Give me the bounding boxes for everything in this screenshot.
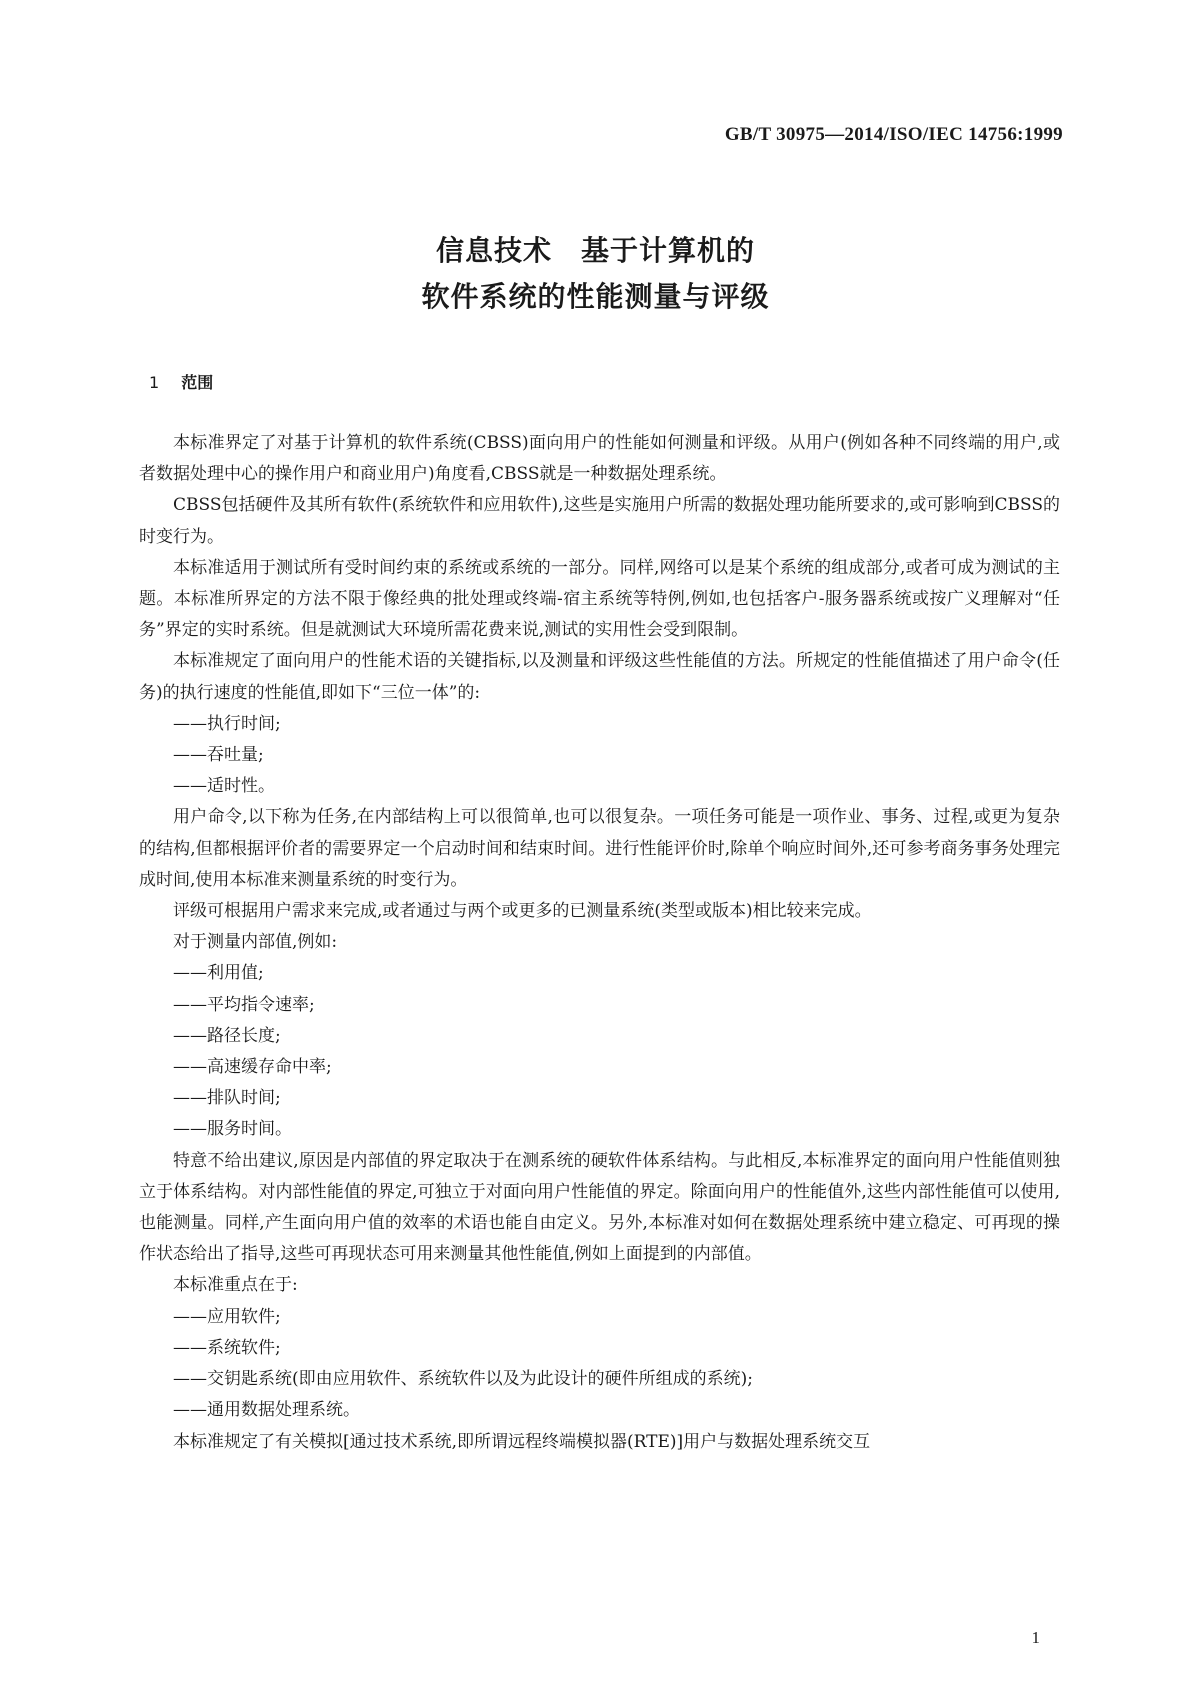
list-item: ——执行时间; — [173, 713, 281, 734]
list-item: ——通用数据处理系统。 — [173, 1400, 360, 1421]
paragraph: 本标准适用于测试所有受时间约束的系统或系统的一部分。同样,网络可以是某个系统的组成部分,或者可成为测试的主题。本标准所界定的方法不限于像经典的批处理或终端-宿主系统等特例,例如,也包括客户-服务器系统或按广义理解对“任务”界定的实时系统。但是就测试大环境所需花费来说,测试的实用性会受到限制。 — [139, 557, 1060, 641]
paragraph: 本标准规定了有关模拟[通过技术系统,即所谓远程终端模拟器(RTE)]用户与数据处理系统交互 — [173, 1431, 871, 1452]
paragraph: 本标准界定了对基于计算机的软件系统(CBSS)面向用户的性能如何测量和评级。从用户(例如各种不同终端的用户,或者数据处理中心的操作用户和商业用户)角度看,CBSS就是一种数据处理系统。 — [139, 433, 1060, 485]
list-item: ——服务时间。 — [173, 1119, 292, 1140]
section-title: 范围 — [181, 373, 214, 392]
paragraph: 对于测量内部值,例如: — [173, 932, 338, 953]
list-item: ——路径长度; — [173, 1025, 281, 1046]
paragraph: 特意不给出建议,原因是内部值的界定取决于在测系统的硬软件体系结构。与此相反,本标准界定的面向用户性能值则独立于体系结构。对内部性能值的界定,可独立于对面向用户性能值的界定。除面向用户的性能值外,这些内部性能值可以使用,也能测量。同样,产生面向用户值的效率的术语也能自由定义。另外,本标准对如何在数据处理系统中建立稳定、可再现的操作状态给出了指导,这些可再现状态可用来测量其他性能值,例如上面提到的内部值。 — [139, 1150, 1060, 1265]
list-item: ——应用软件; — [173, 1306, 281, 1327]
title-line-2: 软件系统的性能测量与评级 — [421, 280, 770, 313]
list-item: ——适时性。 — [173, 776, 275, 797]
paragraph: 评级可根据用户需求来完成,或者通过与两个或更多的已测量系统(类型或版本)相比较来完成。 — [173, 901, 872, 922]
list-item: ——吞吐量; — [173, 745, 264, 766]
paragraph: CBSS包括硬件及其所有软件(系统软件和应用软件),这些是实施用户所需的数据处理功能所要求的,或可影响到CBSS的时变行为。 — [139, 495, 1060, 547]
list-item: ——交钥匙系统(即由应用软件、系统软件以及为此设计的硬件所组成的系统); — [173, 1369, 753, 1390]
title-line-1: 信息技术 基于计算机的 — [435, 234, 755, 267]
list-item: ——利用值; — [173, 963, 264, 984]
paragraph: 本标准规定了面向用户的性能术语的关键指标,以及测量和评级这些性能值的方法。所规定的性能值描述了用户命令(任务)的执行速度的性能值,即如下“三位一体”的: — [139, 651, 1060, 703]
standard-code: GB/T 30975—2014/ISO/IEC 14756:1999 — [724, 124, 1063, 145]
section-number: 1 — [149, 373, 160, 392]
list-item: ——平均指令速率; — [173, 994, 315, 1015]
list-item: ——高速缓存命中率; — [173, 1057, 332, 1078]
document-title — [0, 228, 1191, 320]
page-number: 1 — [1031, 1628, 1040, 1647]
paragraph: 本标准重点在于: — [173, 1275, 298, 1296]
paragraph: 用户命令,以下称为任务,在内部结构上可以很简单,也可以很复杂。一项任务可能是一项作业、事务、过程,或更为复杂的结构,但都根据评价者的需要界定一个启动时间和结束时间。进行性能评价时,除单个响应时间外,还可参考商务事务处理完成时间,使用本标准来测量系统的时变行为。 — [139, 807, 1060, 890]
list-item: ——系统软件; — [173, 1337, 281, 1358]
section-heading — [149, 370, 213, 393]
list-item: ——排队时间; — [173, 1088, 281, 1109]
body-text — [139, 428, 1060, 1458]
